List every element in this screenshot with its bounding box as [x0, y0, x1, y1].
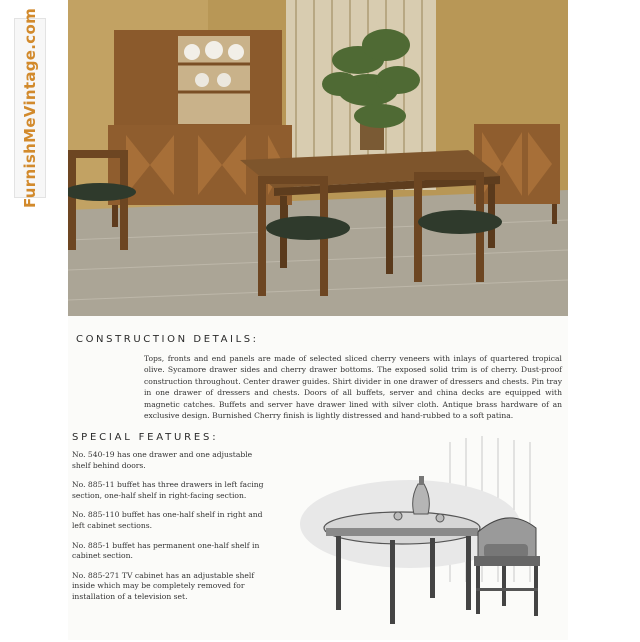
- special-features-heading: SPECIAL FEATURES:: [72, 432, 219, 443]
- construction-heading: CONSTRUCTION DETAILS:: [76, 334, 259, 345]
- feature-item: No. 885-271 TV cabinet has an adjustable shelf inside which may be completely removed for installation of a television set.: [72, 570, 255, 601]
- watermark-text: FurnishMeVintage.com: [21, 8, 39, 208]
- special-features-list: [72, 450, 272, 612]
- feature-item: No. 885-110 buffet has one-half shelf in right and left cabinet sections.: [72, 510, 263, 530]
- construction-text: Tops, fronts and end panels are made of selected sliced cherry veneers with inlays of quartered tropical olive. Sycamore drawer sides and cherry drawer bottoms. The exposed solid trim is of cherry. Dust-proof construction throughout. Center drawer guides. Shirt divider in one drawer of dressers and chests. Pin tray in one drawer of dressers and chests. Doors of all buffets, server and china decks are equipped with magnetic catches. Buffets and server have drawer lined with silver cloth. Antique brass hardware of an exclusive design. Burnished Cherry finish is lightly distressed and hand-rubbed to a soft patina.: [144, 354, 562, 421]
- feature-item: No. 885-11 buffet has three drawers in left facing section, one-half shelf in right-facing section.: [72, 480, 264, 500]
- dining-room-photo: [68, 0, 568, 316]
- table-chair-sketch: [290, 432, 566, 638]
- feature-item: No. 540-19 has one drawer and one adjustable shelf behind doors.: [72, 450, 253, 470]
- watermark-badge: [14, 8, 46, 208]
- catalog-page: [68, 0, 568, 640]
- feature-item: No. 885-1 buffet has permanent one-half shelf in cabinet section.: [72, 540, 260, 561]
